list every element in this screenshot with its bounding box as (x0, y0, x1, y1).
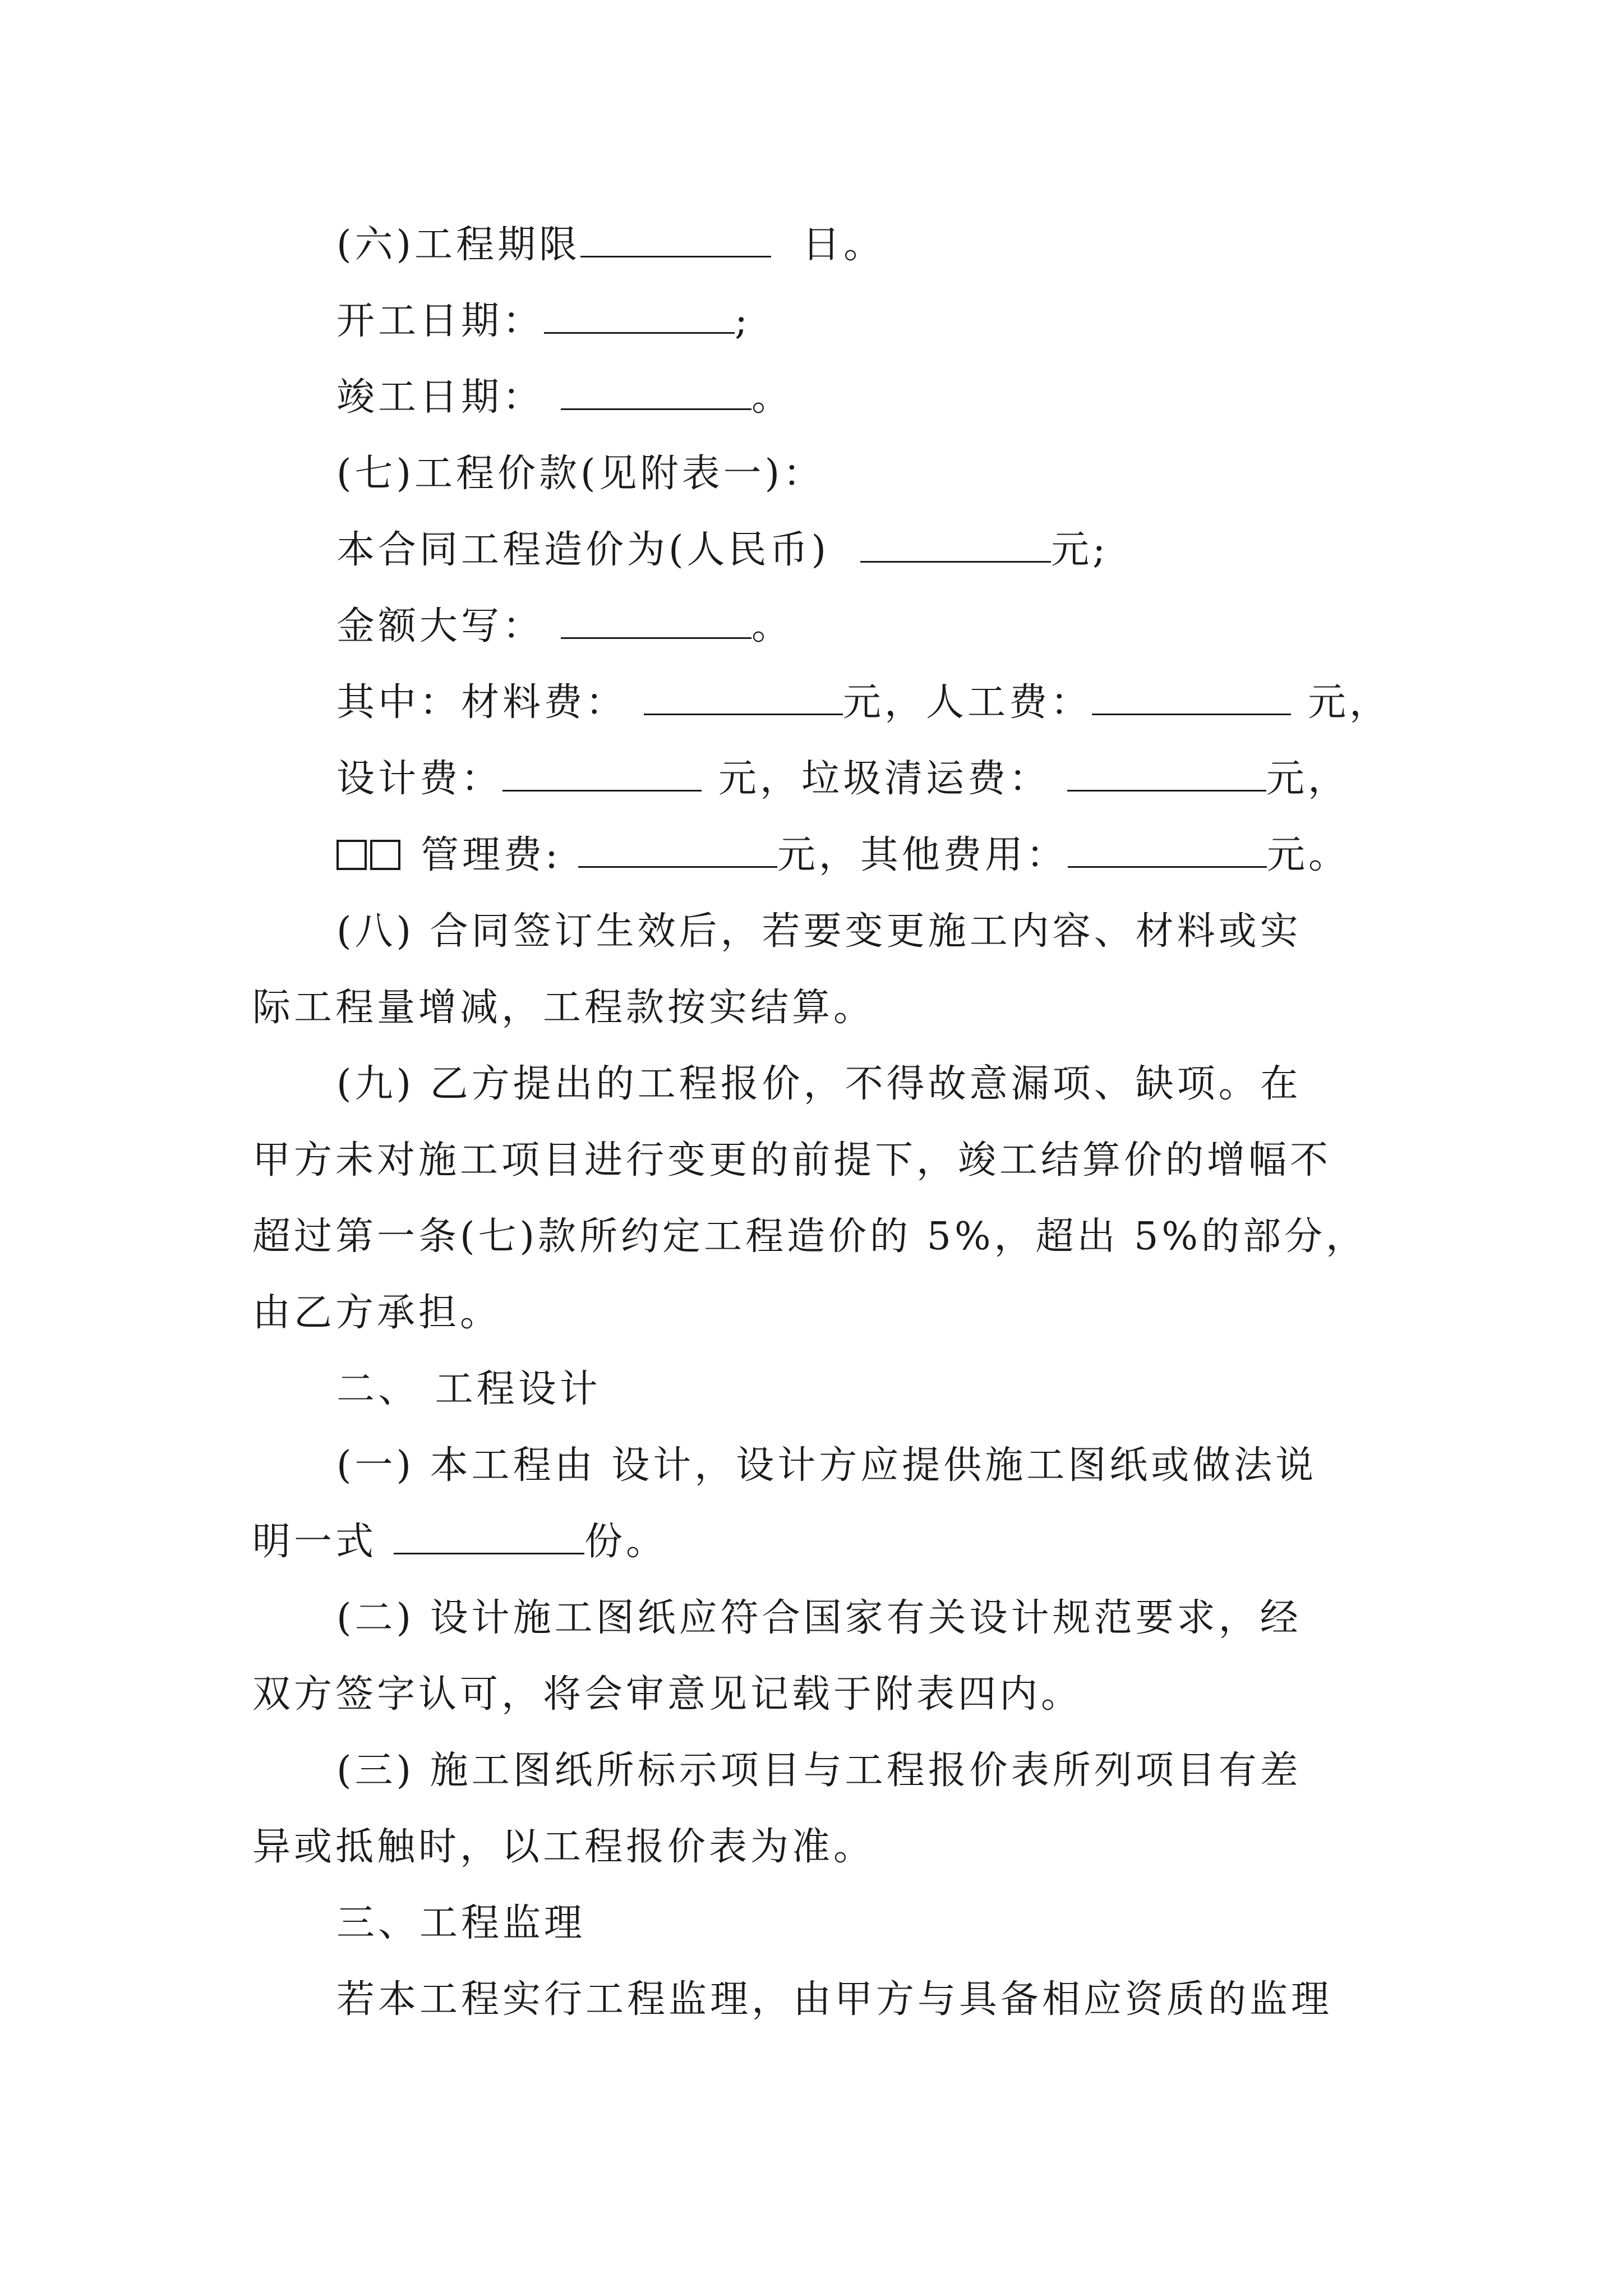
text: (九) 乙方提出的工程报价，不得故意漏项、缺项。在 (336, 1062, 1302, 1106)
cost-breakdown-line-3 (336, 830, 1350, 881)
box-glyph (370, 840, 400, 870)
text: 设计费： (336, 757, 503, 801)
section-2-item-3-line-1 (336, 1746, 1302, 1796)
text: (八) 合同签订生效后，若要变更施工内容、材料或实 (336, 909, 1302, 954)
text: 元，人工费： (843, 680, 1092, 725)
amount-in-words-line (336, 601, 793, 652)
blank-field[interactable] (1067, 757, 1266, 792)
text: 本合同工程造价为(人民币) (336, 528, 830, 572)
clause-9-line-3 (252, 1212, 1367, 1262)
section-3-line-1 (336, 1975, 1332, 2025)
text: 甲方未对施工项目进行变更的前提下，竣工结算价的增幅不 (252, 1138, 1332, 1182)
text: 双方签字认可，将会审意见记载于附表四内。 (252, 1672, 1083, 1717)
text: (二) 设计施工图纸应符合国家有关设计规范要求，经 (336, 1596, 1302, 1640)
clause-6-duration (336, 220, 885, 270)
text: 若本工程实行工程监理，由甲方与具备相应资质的监理 (336, 1977, 1333, 2022)
blank-field[interactable] (561, 376, 751, 410)
text: 金额大写： (336, 604, 545, 648)
text: 元，垃圾清运费： (718, 757, 1051, 801)
section-3-heading (336, 1898, 585, 1949)
blank-field[interactable] (544, 300, 735, 334)
blank-field[interactable] (580, 223, 771, 257)
completion-date-line (336, 372, 793, 423)
text: 明一式 (252, 1520, 377, 1564)
text: (六)工程期限 (336, 223, 581, 267)
text: ; (735, 299, 751, 343)
text: 二、 工程设计 (336, 1367, 601, 1411)
text: 竣工日期： (336, 375, 545, 420)
text: 由乙方承担。 (252, 1291, 502, 1335)
checkbox-glyphs (336, 830, 404, 881)
clause-9-line-1 (336, 1059, 1302, 1110)
blank-field[interactable] (1068, 834, 1267, 868)
text: 开工日期： (336, 299, 545, 343)
box-glyph (336, 840, 367, 870)
blank-field[interactable] (502, 757, 702, 792)
text: (三) 施工图纸所标示项目与工程报价表所列项目有差 (336, 1749, 1302, 1793)
text: 元。 (1266, 833, 1350, 877)
blank-field[interactable] (860, 528, 1051, 563)
clause-7-price-heading (336, 449, 824, 499)
start-date-line (336, 296, 751, 347)
section-2-item-3-line-2 (252, 1822, 875, 1872)
text: (七)工程价款(见附表一)： (336, 452, 825, 496)
text: 。 (751, 604, 794, 648)
text: 份。 (584, 1520, 668, 1564)
text: (一) 本工程由 设计，设计方应提供施工图纸或做法说 (336, 1443, 1317, 1488)
section-2-item-2-line-1 (336, 1593, 1302, 1644)
text: 元， (1266, 757, 1350, 801)
blank-field[interactable] (561, 605, 751, 639)
clause-8-line-2 (252, 983, 875, 1033)
section-2-item-1-line-1 (336, 1441, 1317, 1491)
text: 异或抵触时，以工程报价表为准。 (252, 1825, 875, 1869)
section-2-item-2-line-2 (252, 1669, 1082, 1720)
text: 超过第一条(七)款所约定工程造价的 5%，超出 5%的部分， (252, 1214, 1368, 1259)
blank-field[interactable] (578, 834, 777, 868)
section-2-heading (336, 1364, 601, 1415)
text: 元，其他费用： (777, 833, 1068, 877)
blank-field[interactable] (394, 1520, 584, 1554)
clause-9-line-2 (252, 1135, 1331, 1186)
section-2-item-1-line-2 (252, 1517, 667, 1567)
text: 际工程量增减，工程款按实结算。 (252, 986, 875, 1030)
text: 其中：材料费： (336, 680, 628, 725)
clause-8-line-1 (336, 907, 1302, 957)
blank-field[interactable] (1092, 681, 1291, 715)
clause-9-line-4 (252, 1288, 501, 1338)
text: 元， (1308, 680, 1391, 725)
contract-price-line (336, 525, 1109, 576)
text: 管理费: (421, 833, 561, 877)
cost-breakdown-line-2 (336, 754, 1349, 804)
blank-field[interactable] (644, 681, 843, 715)
text: 元; (1051, 528, 1109, 572)
text: 三、工程监理 (336, 1901, 586, 1945)
cost-breakdown-line-1 (336, 678, 1391, 728)
text: 日。 (802, 223, 886, 267)
text: 。 (751, 375, 794, 420)
